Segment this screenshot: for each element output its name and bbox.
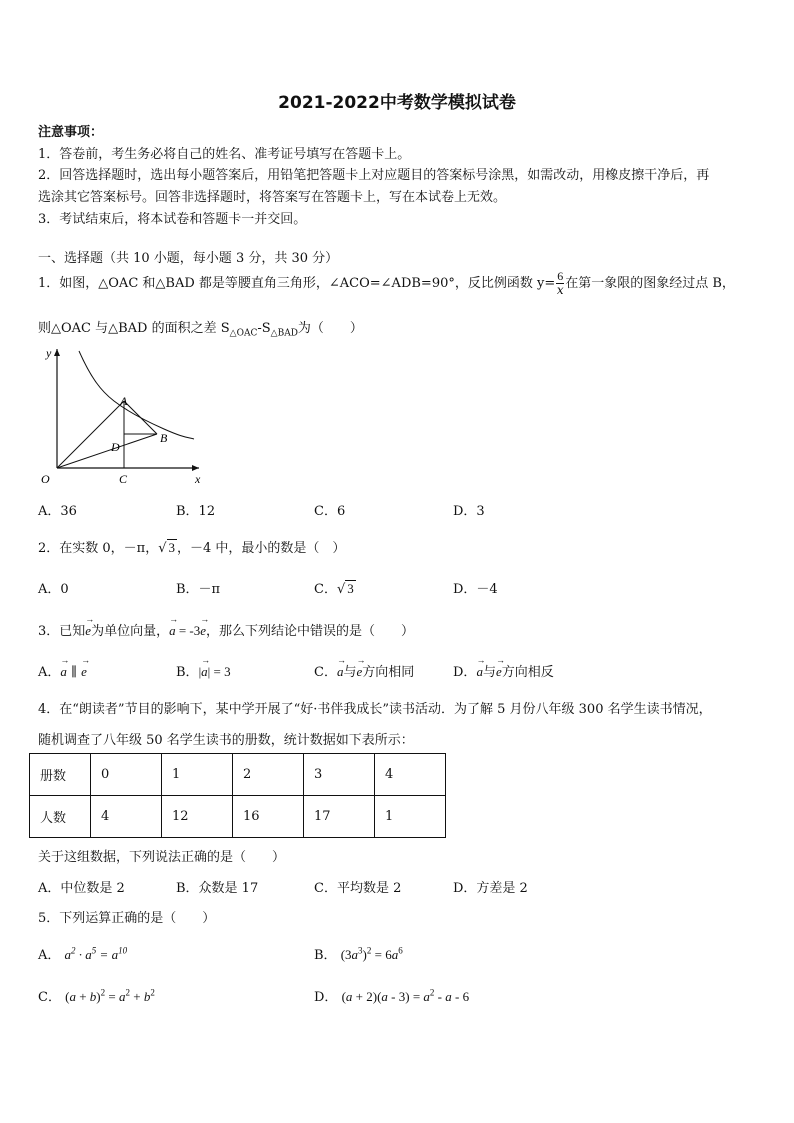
table-cell: 12: [162, 796, 233, 838]
q3-abs-eq: = 3: [210, 664, 231, 679]
q2-text-a: 2．在实数 0，－π，: [38, 541, 159, 556]
q2-sqrt: 3: [168, 540, 176, 555]
q1-frac-num: 6: [557, 269, 564, 283]
notice-item-3: 3．考试结束后，将本试卷和答题卡一并交回。: [38, 212, 307, 227]
table-cell: 16: [233, 796, 304, 838]
q3-opt-a-vec-a: → a: [60, 664, 67, 680]
q3-text-a: 3．已知: [38, 624, 86, 639]
q3-eq: = -3: [175, 623, 201, 638]
q1-figure: [36, 343, 208, 488]
q4-data-table: [29, 753, 446, 838]
segment-OB: [57, 434, 157, 468]
q3-opt-c-vec-a: → a: [337, 664, 344, 680]
q3-option-b[interactable]: B．|→ a| = 3: [176, 661, 231, 680]
q1-line2-a: 则△OAC 与△BAD 的面积之差 S: [38, 321, 230, 336]
q2-option-c-label: C．: [314, 582, 337, 597]
q5-option-a[interactable]: [38, 944, 127, 963]
q3-option-c[interactable]: [314, 661, 414, 680]
x-axis-arrow-icon: [192, 465, 199, 471]
q3-vector-e2: → e: [200, 623, 206, 639]
q2-option-a[interactable]: A．0: [38, 582, 69, 597]
q3-opt-d-vec-a: → a: [476, 664, 483, 680]
q3-vector-e: → e: [85, 623, 91, 639]
q3-stem: [38, 620, 414, 639]
label-O: O: [41, 472, 50, 486]
q1-option-c[interactable]: C．6: [314, 504, 346, 519]
q5-opt-c-formula: $(a + b)^2 = a^2 + b^2$: [65, 987, 155, 1004]
q1-option-b[interactable]: B．12: [176, 504, 216, 519]
q3-opt-c-vec-e: → e: [356, 664, 362, 680]
q5-opt-d-formula: $(a + 2)(a - 3) = a^2 - a - 6$: [341, 987, 470, 1004]
q3-opt-d-opposite: 方向相反: [501, 665, 554, 680]
notice-heading: 注意事项：: [38, 125, 104, 140]
q4-line2: 随机调查了八年级 50 名学生读书的册数，统计数据如下表所示：: [38, 733, 414, 748]
q3-opt-a-vec-e: → e: [81, 664, 87, 680]
q5-opt-a-formula: $a^2 \cdot a^5 = a^{10}$: [64, 945, 128, 962]
q1-sub2: △BAD: [270, 328, 298, 339]
table-row: [30, 796, 446, 838]
q5-opt-b-label: B．: [314, 948, 337, 963]
q3-option-d[interactable]: [453, 661, 554, 680]
q1-option-a[interactable]: A．36: [38, 504, 77, 519]
label-B: B: [160, 431, 168, 445]
q3-opt-c-same: 方向相同: [362, 665, 415, 680]
q5-opt-d-label: D．: [314, 990, 338, 1005]
y-axis-arrow-icon: [54, 349, 60, 356]
q1-text-b: 在第一象限的图象经过点 B，: [565, 276, 735, 291]
q2-stem: 2．在实数 0，－π，√ 3 ，－4 中，最小的数是（ ）: [38, 540, 346, 556]
q3-opt-d-vec-e: → e: [496, 664, 502, 680]
table-cell: 17: [304, 796, 375, 838]
q2-option-d[interactable]: D．－4: [453, 582, 498, 597]
label-C: C: [119, 472, 128, 486]
page-title: 2021-2022中考数学模拟试卷: [278, 93, 516, 113]
q5-opt-a-label: A．: [38, 948, 61, 963]
q3-opt-a-label: A．: [38, 665, 61, 680]
q3-option-a[interactable]: [38, 661, 87, 680]
q5-stem: 5．下列运算正确的是（ ）: [38, 911, 216, 926]
q5-option-d[interactable]: [314, 986, 469, 1005]
notice-item-2-cont: 选涂其它答案标号。回答非选择题时，将答案写在答题卡上，写在本试卷上无效。: [38, 190, 507, 205]
q3-opt-c-with: 与: [343, 665, 357, 680]
notice-item-1: 1．答卷前，考生务必将自己的姓名、准考证号填写在答题卡上。: [38, 147, 411, 162]
q3-text-c: ，那么下列结论中错误的是（ ）: [206, 624, 415, 639]
table-cell: 0: [91, 754, 162, 796]
label-D: D: [111, 440, 120, 454]
q2-option-c-sqrt: 3: [347, 581, 354, 596]
q1-sub1: △OAC: [229, 328, 258, 339]
q4-line1: 4．在“朗读者”节目的影响下，某中学开展了“好·书伴我成长”读书活动．为了解 5 月份八年级 300 名学生读书情况，: [38, 702, 712, 717]
q3-opt-d-with: 与: [482, 665, 496, 680]
label-x: x: [195, 472, 201, 486]
q3-text-b: 为单位向量，: [91, 624, 170, 639]
q5-opt-b-formula: $(3a^3)^2 = 6a^6$: [340, 945, 403, 962]
table-cell: 1: [162, 754, 233, 796]
segment-OA: [57, 401, 124, 468]
q1-option-d[interactable]: D．3: [453, 504, 485, 519]
segment-AB: [124, 401, 157, 434]
q4-question: 关于这组数据，下列说法正确的是（ ）: [38, 850, 286, 865]
q1-fraction: [556, 270, 564, 297]
label-A: A: [120, 394, 128, 408]
q4-option-d[interactable]: D．方差是 2: [453, 881, 528, 896]
q2-option-b[interactable]: B．－π: [176, 582, 221, 597]
hyperbola-curve: [79, 351, 194, 439]
table-cell: 人数: [30, 796, 91, 838]
q2-option-c[interactable]: C．√ 3: [314, 581, 354, 597]
q3-opt-b-vec-a: → a: [201, 664, 208, 680]
q2-text-b: ，－4 中，最小的数是（ ）: [177, 541, 346, 556]
q1-text-a: 1．如图，△OAC 和△BAD 都是等腰直角三角形，∠ACO=∠ADB=90°，反比例函数 y=: [38, 276, 556, 291]
q4-option-b[interactable]: B．众数是 17: [176, 881, 259, 896]
q3-opt-b-label: B．: [176, 665, 199, 680]
table-cell: 4: [91, 796, 162, 838]
table-row: [30, 754, 446, 796]
q4-option-c[interactable]: C．平均数是 2: [314, 881, 402, 896]
table-cell: 3: [304, 754, 375, 796]
q4-option-a[interactable]: A．中位数是 2: [38, 881, 125, 896]
table-cell: 2: [233, 754, 304, 796]
q3-opt-d-label: D．: [453, 665, 477, 680]
q1-dash: -S: [257, 321, 271, 336]
label-y: y: [46, 346, 52, 360]
q5-option-b[interactable]: [314, 944, 403, 963]
q5-option-c[interactable]: [38, 986, 155, 1005]
table-cell: 1: [375, 796, 446, 838]
q3-parallel: ∥: [66, 665, 82, 680]
q1-line1: [38, 270, 735, 298]
table-cell: 册数: [30, 754, 91, 796]
q5-opt-c-label: C．: [38, 990, 61, 1005]
q3-vector-a: → a: [169, 623, 176, 639]
section-heading: 一、选择题（共 10 小题，每小题 3 分，共 30 分）: [38, 251, 339, 266]
q1-line2: [38, 317, 363, 339]
notice-item-2: 2．回答选择题时，选出每小题答案后，用铅笔把答题卡上对应题目的答案标号涂黑，如需改动，用橡皮擦干净后，再: [38, 168, 710, 183]
q3-opt-c-label: C．: [314, 665, 337, 680]
q1-line2-b: 为（ ）: [297, 321, 363, 336]
table-cell: 4: [375, 754, 446, 796]
q1-frac-den: x: [556, 283, 564, 297]
